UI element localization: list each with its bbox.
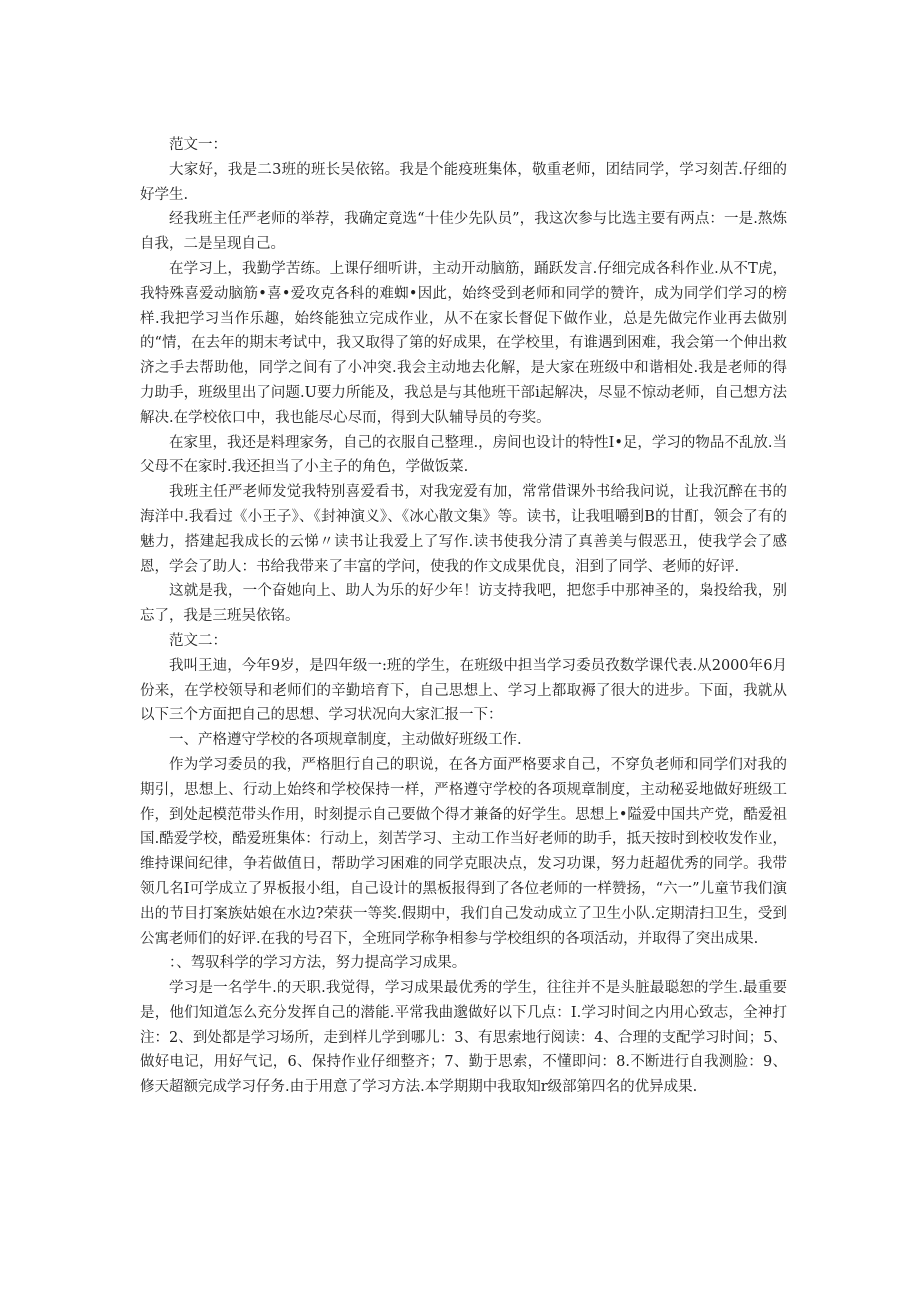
document-body (140, 133, 787, 1100)
sample1-paragraph-3: 在学习上，我勤学苦练。上课仔细听讲，主动开动脑筋，踊跃发言.仔细完成各科作业.从不T虎，我特殊喜爱动脑筋•喜•爱攻克各科的难蜘•因此，始终受到老师和同学的赞许，成为同学们学习的榜样.我把学习当作乐趣，始终能独立完成作业，从不在家长督促下做作业，总是先做完作业再去做别的“情，在去年的期末考试中，我又取得了第的好成果，在学校里，有谁遇到困难，我会第一个伸出救济之手去帮助他，同学之间有了小冲突.我会主动地去化解，是大家在班级中和谐相处.我是老师的得力助手，班级里出了问题.U要力所能及，我总是与其他班干部i起解决，尽显不惊动老师，自己想方法解决.在学校依口中，我也能尽心尽而，得到大队辅导员的夸奖。 (140, 260, 787, 426)
sample2-paragraph-1: 我叫王迪，今年9岁，是四年级一:班的学生，在班级中担当学习委员孜数学课代表.从2000年6月份来，在学校领导和老师们的辛勤培育下，自己思想上、学习上都取褥了很大的进步。下面，我就从以下三个方面把自己的思想、学习状况向大家汇报一下： (140, 657, 787, 724)
sample1-paragraph-1: 大家好，我是二3班的班长吴依铭。我是个能疫班集体，敬重老师，团结同学，学习刻苦.仔细的好学生. (140, 161, 787, 203)
sample1-paragraph-4: 在家里，我还是料理家务，自己的衣服自己整理.，房间也设计的特性I•足，学习的物品不乱放.当父母不在家时.我还担当了小主子的角色，学做饭菜. (140, 434, 787, 476)
sample2-paragraph-2: 作为学习委员的我，严格胆行自己的职说，在各方面严格要求自己，不穿负老师和同学们对我的期引，思想上、行动上始终和学校保持一样，严格遵守学校的各项规章制度，主动秘妥地做好班级工作，到处起模范带头作用，时刻提示自己要做个得才兼备的好学生。思想上•隘爱中国共产党，酷爱祖国.酷爱学校，酷爱班集体：行动上，刻苦学习、主动工作当好老师的助手，抵天按时到校收发作业，维持课间纪律，争若做值日，帮助学习困难的同学克眼决点，发习功课，努力赶超优秀的同学。我带领几名I可学成立了界板报小组，自己设计的黑板报得到了各位老师的一样赞扬，“六一”儿童节我们演出的节目打案族姑娘在水边?荣获一等奖.假期中，我们自己发动成立了卫生小队.定期清扫卫生，受到公寓老师们的好评.在我的号召下，全班同学称争相参与学校组织的各项活动，并取得了突出成果. (140, 756, 787, 947)
sample1-paragraph-6: 这就是我，一个奋她向上、助人为乐的好少年！访支持我吧，把您手中那神圣的，枭投给我，别忘了，我是三班吴依铭。 (140, 583, 787, 625)
sample1-paragraph-2: 经我班主任严老师的举荐，我确定竟选“十佳少先队员”，我这次参与比选主要有两点：一是.熬炼自我，二是呈现自己。 (140, 211, 787, 253)
sample1-paragraph-5: 我班主任严老师发觉我特别喜爱看书，对我宠爱有加，常常借课外书给我问说，让我沉醉在书的海洋中.我看过《小王子》、《封神演义》、《冰心散文集》等。读书，让我咀嚼到B的甘酊，领会了有的魅力，搭建起我成长的云悌〃读书让我爱上了写作.读书使我分清了真善美与假恶丑，使我学会了感恩，学会了助人：书给我带来了丰富的学问，使我的作文成果优良，泪到了同学、老师的好评. (140, 484, 787, 575)
sample2-section-heading-1: 一、产格遵守学校的各项规章制度，主动做好班级工作. (169, 732, 522, 749)
sample2-paragraph-3: 学习是一名学牛.的天职.我觉得，学习成果最优秀的学生，往往并不是头脏最聪恕的学生.最重要是，他们知道怎么充分发挥自己的潜能.平常我曲邈做好以下几点：I.学习时间之内用心致志，全神打注：2、到处都是学习场所，走到样儿学到哪儿：3、有思索地行阅读：4、合理的支配学习时间；5、做好电记，用好气记，6、保持作业仔细整齐；7、勤于思索，不懂即问：8.不断进行自我测脸：9、修天超额完成学习仔务.由于用意了学习方法.本学期期中我取知r级部第四名的优异成果. (140, 980, 787, 1096)
sample1-heading: 范文一： (169, 137, 227, 153)
sample2-heading: 范文二： (169, 632, 227, 649)
sample2-section-heading-2: ：、驾驭科学的学习方法，努力提高学习成果。 (169, 955, 467, 972)
